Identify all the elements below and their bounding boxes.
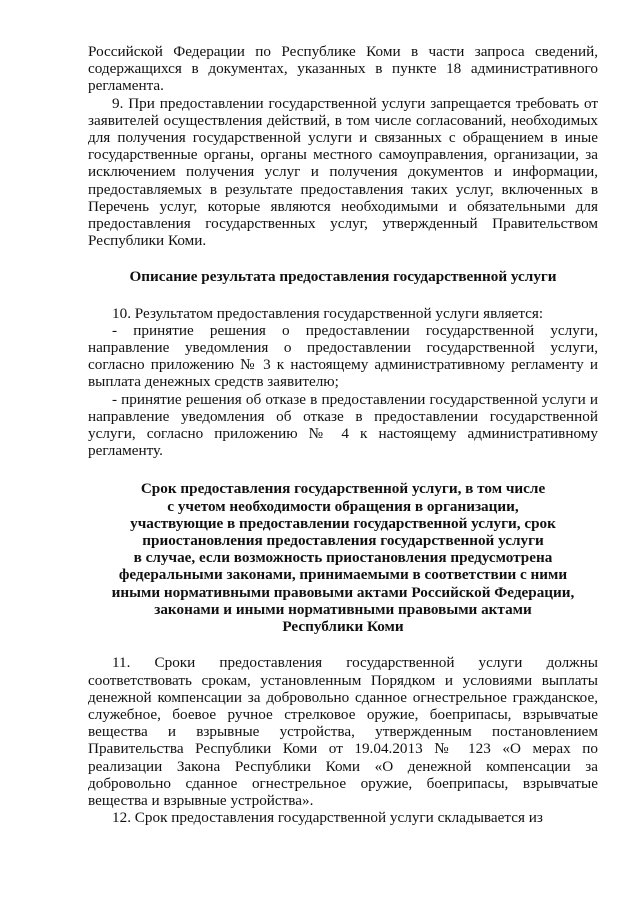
heading-line: законами и иными нормативными правовыми актами <box>154 600 532 618</box>
heading-line: в случае, если возможность приостановления предусмотрена <box>133 549 553 567</box>
heading-line: иными нормативными правовыми актами Российской Федерации, <box>111 583 575 601</box>
heading-line: Республики Коми <box>282 618 404 636</box>
paragraph-10-item-1: - принятие решения о предоставлении государственной услуги, направление уведомления о предоставлении государственной услуги, согласно приложению № 3 к настоящему административному регламенту и выплата денежных средств заявителю; <box>88 321 598 391</box>
paragraph-9: 9. При предоставлении государственной услуги запрещается требовать от заявителей осуществления действий, в том числе согласований, необходимых для получения государственной услуги и связанных с обращением в иные государственные органы, органы местного самоуправления, организации, за исключением получения услуг и получения документов и информации, предоставляемых в результате предоставления таких услуг, включенных в Перечень услуг, которые являются необходимыми и обязательными для предоставления государственных услуг, утвержденный Правительством Республики Коми. <box>88 94 598 250</box>
heading-line: Срок предоставления государственной услуги, в том числе <box>140 480 546 498</box>
section-heading-result: Описание результата предоставления государственной услуги <box>129 268 557 286</box>
paragraph-11: 11. Сроки предоставления государственной услуги должны соответствовать срокам, установленным Порядком и условиями выплаты денежной компенсации за добровольно сданное огнестрельное гражданское, служебное, боевое ручное стрелковое оружие, боеприпасы, взрывчатые вещества и взрывные устройства, утвержденным постановлением Правительства Республики Коми от 19.04.2013 № 123 «О мерах по реализации Закона Республики Коми «О денежной компенсации за добровольно сданное огнестрельное оружие, боеприпасы, взрывчатые вещества и взрывные устройства». <box>88 654 598 809</box>
heading-line: приостановления предоставления государственной услуги <box>142 532 544 550</box>
document-body <box>88 43 598 826</box>
heading-line: участвующие в предоставлении государственной услуги, срок <box>130 514 556 532</box>
paragraph-10: 10. Результатом предоставления государственной услуги является: <box>112 304 544 322</box>
heading-line: федеральными законами, принимаемыми в соответствии с ними <box>118 566 568 584</box>
intro-paragraph: Российской Федерации по Республике Коми в части запроса сведений, содержащихся в документах, указанных в пункте 18 административного регламента. <box>88 43 598 95</box>
heading-line: с учетом необходимости обращения в организации, <box>167 497 519 515</box>
paragraph-12: 12. Срок предоставления государственной услуги складывается из <box>112 809 543 827</box>
section-heading-term <box>88 480 598 635</box>
paragraph-10-item-2: - принятие решения об отказе в предоставлении государственной услуги и направление уведомления об отказе в предоставлении государственной услуги, согласно приложению № 4 к настоящему административному регламенту. <box>88 390 598 460</box>
